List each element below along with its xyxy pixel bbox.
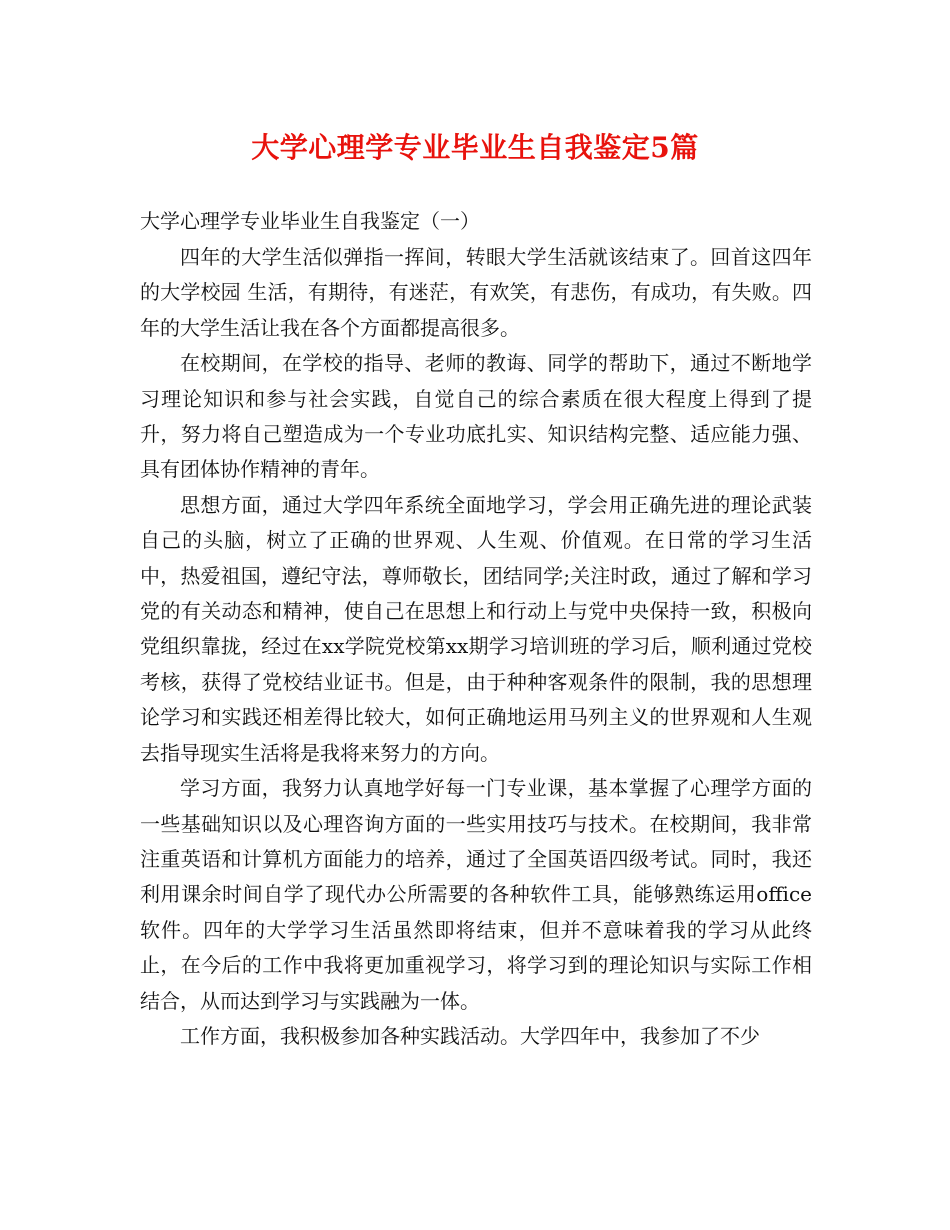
paragraph: 学习方面，我努力认真地学好每一门专业课，基本掌握了心理学方面的一些基础知识以及心理咨询方面的一些实用技巧与技术。在校期间，我非常注重英语和计算机方面能力的培养，通过了全国英语四级考试。同时，我还利用课余时间自学了现代办公所需要的各种软件工具，能够熟练运用office软件。四年的大学学习生活虽然即将结束，但并不意味着我的学习从此终止，在今后的工作中我将更加重视学习，将学习到的理论知识与实际工作相结合，从而达到学习与实践融为一体。 — [140, 776, 812, 1013]
document-title: 大学心理学专业毕业生自我鉴定5篇 — [251, 131, 699, 164]
paragraph: 四年的大学生活似弹指一挥间，转眼大学生活就该结束了。回首这四年的大学校园 生活，有期待，有迷茫，有欢笑，有悲伤，有成功，有失败。四年的大学生活让我在各个方面都提高很多。 — [140, 245, 812, 340]
section-heading: 大学心理学专业毕业生自我鉴定（一） — [140, 209, 480, 233]
paragraph: 在校期间，在学校的指导、老师的教诲、同学的帮助下，通过不断地学习理论知识和参与社会实践，自觉自己的综合素质在很大程度上得到了提升，努力将自己塑造成为一个专业功底扎实、知识结构完整、适应能力强、具有团体协作精神的青年。 — [140, 351, 812, 482]
paragraph: 工作方面，我积极参加各种实践活动。大学四年中，我参加了不少 — [180, 1023, 760, 1048]
paragraph: 思想方面，通过大学四年系统全面地学习，学会用正确先进的理论武装自己的头脑，树立了正确的世界观、人生观、价值观。在日常的学习生活中，热爱祖国，遵纪守法，尊师敬长，团结同学;关注时政，通过了解和学习党的有关动态和精神，使自己在思想上和行动上与党中央保持一致，积极向党组织靠拢，经过在xx学院党校第xx期学习培训班的学习后，顺利通过党校考核，获得了党校结业证书。但是，由于种种客观条件的限制，我的思想理论学习和实践还相差得比较大，如何正确地运用马列主义的世界观和人生观去指导现实生活将是我将来努力的方向。 — [140, 492, 812, 765]
document-body — [140, 240, 812, 1054]
